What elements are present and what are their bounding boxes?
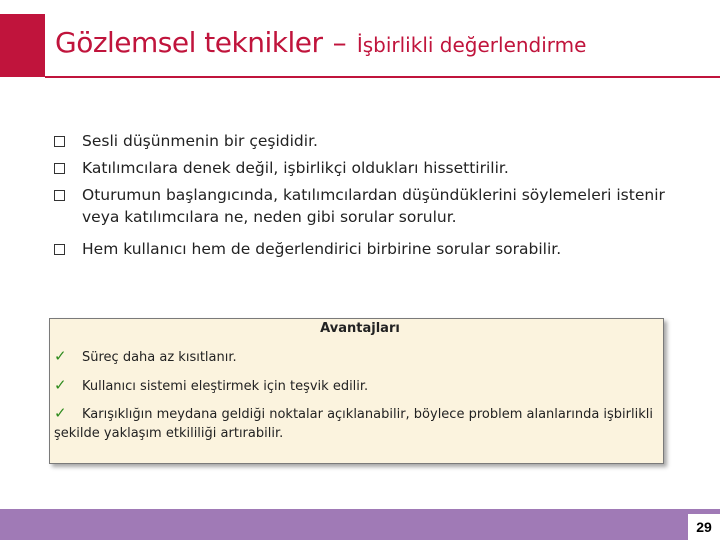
advantage-item (54, 404, 664, 443)
title-sub: İşbirlikli değerlendirme (356, 33, 587, 57)
bullet-item (54, 184, 674, 228)
checkmark-icon: ✓ (54, 404, 67, 422)
square-bullet-icon (54, 190, 65, 201)
title-dash: – (332, 26, 347, 59)
advantage-text: Kullanıcı sistemi eleştirmek için teşvik edilir. (82, 379, 369, 394)
advantage-text: Karışıklığın meydana geldiği noktalar açıklanabilir, böylece problem alanlarında işbirlikli şekilde yaklaşım etkililiği artırabilir. (54, 407, 653, 441)
bullet-text: Sesli düşünmenin bir çeşididir. (82, 132, 318, 150)
bullet-text: Katılımcılara denek değil, işbirlikçi oldukları hissettirilir. (82, 159, 509, 177)
square-bullet-icon (54, 163, 65, 174)
advantage-item (54, 376, 674, 396)
bullet-item (54, 130, 674, 152)
slide-title (55, 22, 586, 60)
bullet-item (54, 157, 674, 179)
bullet-list (54, 130, 674, 265)
checkmark-icon: ✓ (54, 376, 67, 394)
page-number: 29 (688, 514, 720, 540)
title-main: Gözlemsel teknikler (55, 26, 323, 59)
bullet-text: Oturumun başlangıcında, katılımcılardan düşündüklerini söylemeleri istenir veya katılımcılara ne, neden gibi sorular sorulur. (82, 186, 665, 226)
bullet-text: Hem kullanıcı hem de değerlendirici birbirine sorular sorabilir. (82, 240, 562, 258)
advantages-heading: Avantajları (320, 321, 400, 336)
accent-bar (0, 14, 45, 77)
advantage-text: Süreç daha az kısıtlanır. (82, 350, 237, 365)
footer-bar (0, 509, 720, 540)
bullet-item (54, 238, 674, 260)
checkmark-icon: ✓ (54, 347, 67, 365)
square-bullet-icon (54, 244, 65, 255)
advantage-item (54, 347, 674, 367)
title-underline (45, 76, 720, 78)
square-bullet-icon (54, 136, 65, 147)
